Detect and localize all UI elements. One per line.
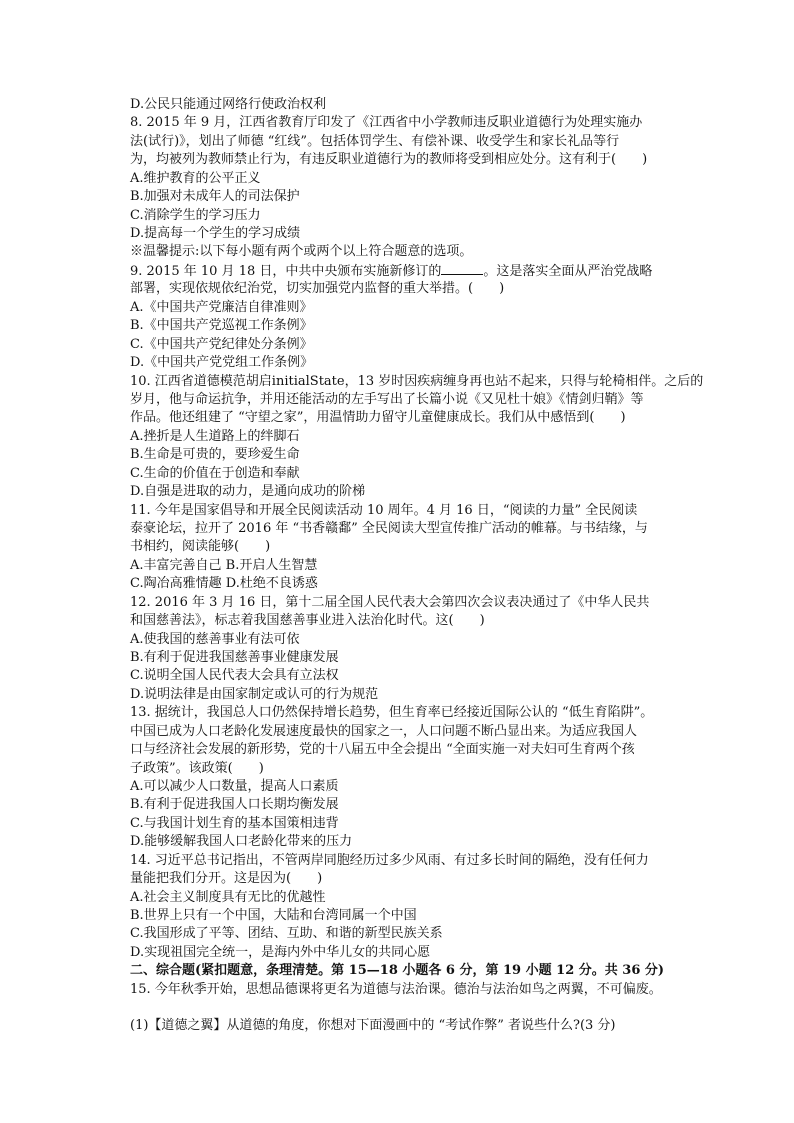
question-9-text-b: 。这是落实全面从严治党战略 <box>483 264 653 279</box>
question-11-line-1: 11. 今年是国家倡导和开展全民阅读活动 10 周年。4 月 16 日，“阅读的力量” 全民阅读 <box>130 503 638 518</box>
question-8-line-3: 为，均被列为教师禁止行为，有违反职业道德行为的教师将受到相应处分。这有利于( ) <box>130 152 648 167</box>
question-8-line-1: 8. 2015 年 9 月，江西省教育厅印发了《江西省中小学教师违反职业道德行为处理实施办 <box>130 115 643 130</box>
option-line: A.社会主义制度具有无比的优越性 <box>130 890 326 905</box>
question-13-line-3: 口与经济社会发展的新形势，党的十八届五中全会提出 “全面实施一对夫妇可生育两个孩 <box>130 742 635 757</box>
question-12-line-1: 12. 2016 年 3 月 16 日，第十二届全国人民代表大会第四次会议表决通过了《中华人民共 <box>130 595 650 610</box>
question-10-line-1: 10. 江西省道德模范胡启initialState，13 岁时因疾病缠身再也站不起来，只得与轮椅相伴。之后的 <box>130 374 704 389</box>
question-10-line-2: 岁月，他与命运抗争，并用还能活动的左手写出了长篇小说《又见杜十娘》《情剑归鞘》等 <box>130 392 644 407</box>
question-13-line-4: 子政策”。该政策( ) <box>130 761 264 776</box>
option-line: C.生命的价值在于创造和奉献 <box>130 466 300 481</box>
option-line: A.维护教育的公平正义 <box>130 171 261 186</box>
option-line: D.说明法律是由国家制定或认可的行为规范 <box>130 687 379 702</box>
section-heading: 二、综合题(紧扣题意，条理清楚。第 15—18 小题各 6 分，第 19 小题 12 分。共 36 分) <box>130 963 665 978</box>
question-11-line-2: 泰豪论坛，拉开了 2016 年 “书香赣鄱” 全民阅读大型宣传推广活动的帷幕。与书结缘，与 <box>130 521 648 536</box>
option-line: A.挫折是人生道路上的绊脚石 <box>130 429 300 444</box>
option-line: C.《中国共产党纪律处分条例》 <box>130 337 313 352</box>
question-8-line-2: 法(试行)》，划出了师德 “红线”。包括体罚学生、有偿补课、收受学生和家长礼品等行 <box>130 134 620 149</box>
question-14-line-1: 14. 习近平总书记指出，不管两岸同胞经历过多少风雨、有过多长时间的隔绝，没有任何力 <box>130 853 649 868</box>
question-11-line-3: 书相约，阅读能够( ) <box>130 539 271 554</box>
question-15-line-1: 15. 今年秋季开始，思想品德课将更名为道德与法治课。德治与法治如鸟之两翼，不可偏废。 <box>130 982 662 997</box>
question-15-subquestion-1: (1)【道德之翼】从道德的角度，你想对下面漫画中的 “考试作弊” 者说些什么?(3 分) <box>130 1018 616 1033</box>
question-10-line-3: 作品。他还组建了 “守望之家”，用温情助力留守儿童健康成长。我们从中感悟到( ) <box>130 410 626 425</box>
option-line: A.可以减少人口数量，提高人口素质 <box>130 779 339 794</box>
question-9-line-1 <box>130 262 652 281</box>
question-14-line-2: 量能把我们分开。这是因为( ) <box>130 871 323 886</box>
option-line: D.能够缓解我国人口老龄化带来的压力 <box>130 834 353 849</box>
option-line: B.有利于促进我国慈善事业健康发展 <box>130 650 339 665</box>
option-line: B.世界上只有一个中国，大陆和台湾同属一个中国 <box>130 908 417 923</box>
option-line: B.有利于促进我国人口长期均衡发展 <box>130 797 339 812</box>
option-line: A.《中国共产党廉洁自律准则》 <box>130 300 313 315</box>
option-line: D.《中国共产党党组工作条例》 <box>130 355 314 370</box>
question-9-line-2: 部署，实现依规依纪治党，切实加强党内监督的重大举措。( ) <box>130 281 505 296</box>
question-13-line-1: 13. 据统计，我国总人口仍然保持增长趋势，但生育率已经接近国际公认的 “低生育陷阱”。 <box>130 705 654 720</box>
option-line: B.加强对未成年人的司法保护 <box>130 189 300 204</box>
option-line: C.消除学生的学习压力 <box>130 208 261 223</box>
option-line: C.与我国计划生育的基本国策相违背 <box>130 816 339 831</box>
option-line: D.公民只能通过网络行使政治权利 <box>130 97 327 112</box>
option-line: A.丰富完善自己 B.开启人生智慧 <box>130 558 318 573</box>
option-line: B.《中国共产党巡视工作条例》 <box>130 318 313 333</box>
question-13-line-2: 中国已成为人口老龄化发展速度最快的国家之一，人口问题不断凸显出来。为适应我国人 <box>130 724 638 739</box>
option-line: A.使我国的慈善事业有法可依 <box>130 632 300 647</box>
option-line: C.说明全国人民代表大会具有立法权 <box>130 668 339 683</box>
option-line: D.实现祖国完全统一，是海内外中华儿女的共同心愿 <box>130 945 431 960</box>
fill-blank <box>441 262 483 275</box>
option-line: B.生命是可贵的，要珍爱生命 <box>130 447 300 462</box>
option-line: C.我国形成了平等、团结、互助、和谐的新型民族关系 <box>130 926 443 941</box>
option-line: C.陶冶高雅情趣 D.杜绝不良诱惑 <box>130 576 318 591</box>
option-line: D.提高每一个学生的学习成绩 <box>130 226 301 241</box>
tip-line: ※温馨提示:以下每小题有两个或两个以上符合题意的选项。 <box>130 244 473 259</box>
question-9-text-a: 9. 2015 年 10 月 18 日，中共中央颁布实施新修订的 <box>130 264 442 279</box>
question-12-line-2: 和国慈善法》，标志着我国慈善事业进入法治化时代。这( ) <box>130 613 485 628</box>
option-line: D.自强是进取的动力，是通向成功的阶梯 <box>130 484 366 499</box>
